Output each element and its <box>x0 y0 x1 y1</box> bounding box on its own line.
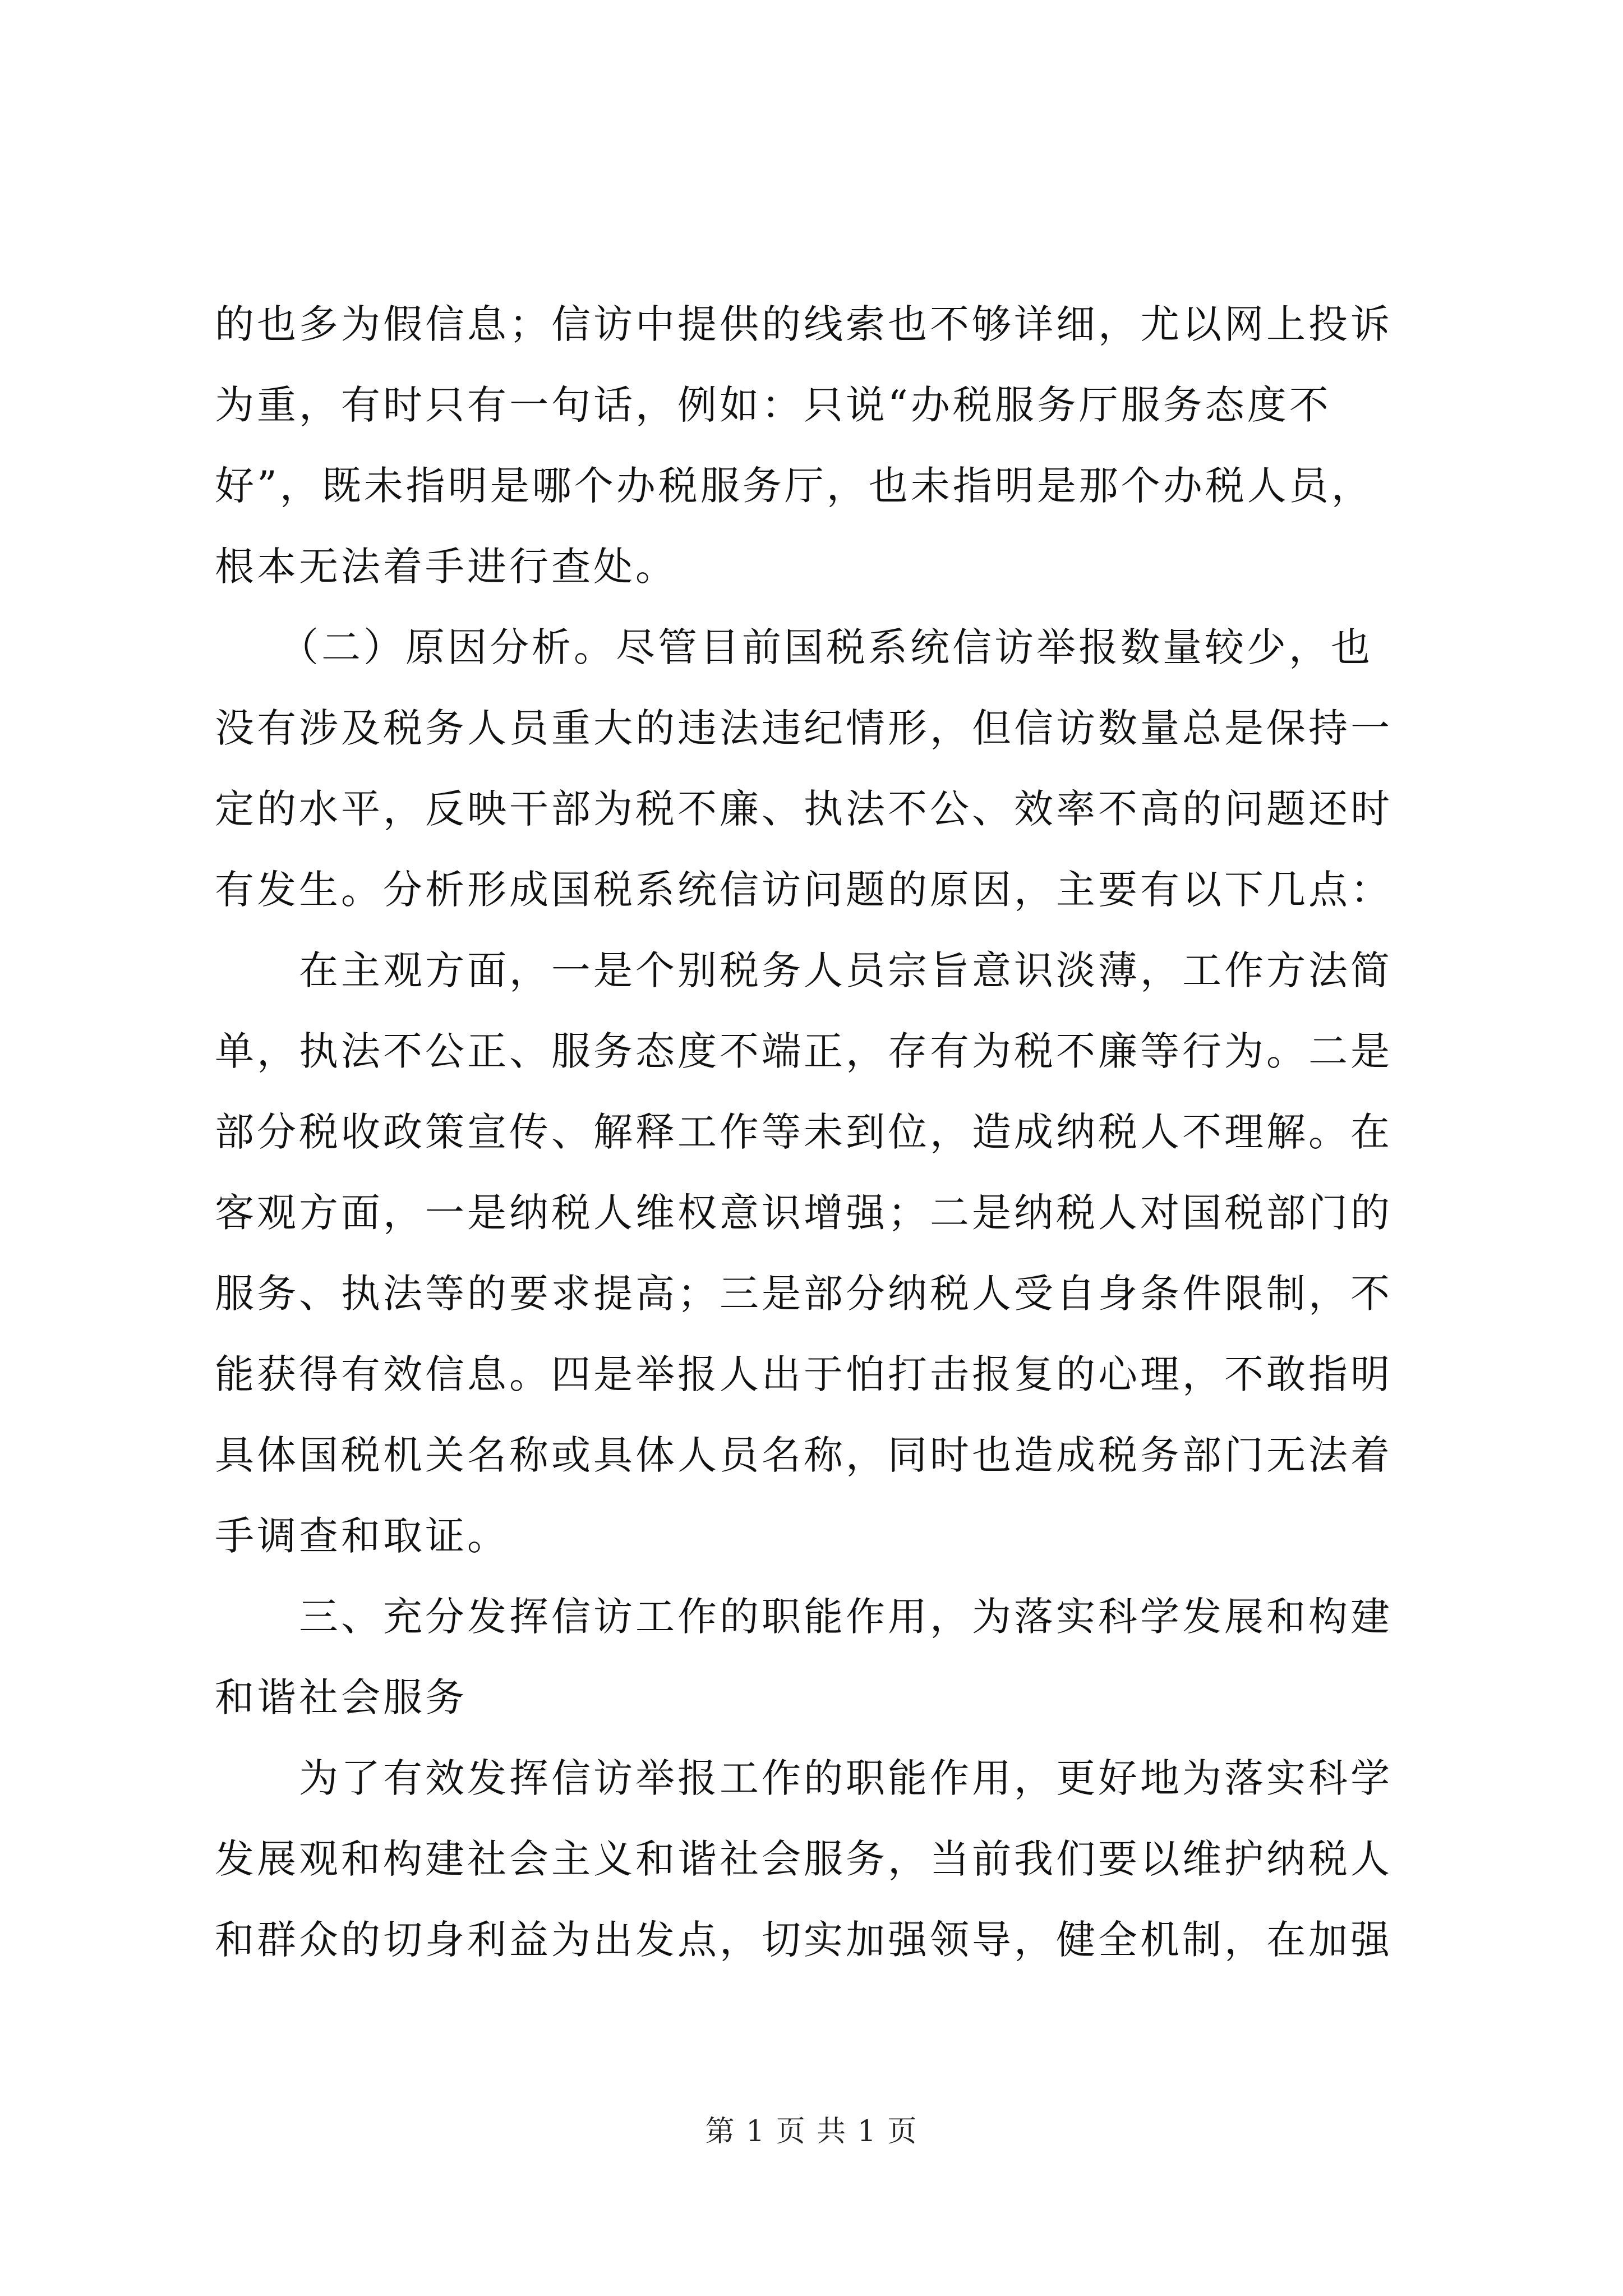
text-line: 定的水平，反映干部为税不廉、执法不公、效率不高的问题还时 <box>215 786 1393 832</box>
text-line: 能获得有效信息。四是举报人出于怕打击报复的心理，不敢指明 <box>215 1351 1393 1397</box>
page-number-footer: 第 1 页 共 1 页 <box>705 2115 918 2148</box>
text-line: 好”，既未指明是哪个办税服务厅，也未指明是那个办税人员， <box>215 463 1373 509</box>
text-line: 部分税收政策宣传、解释工作等未到位，造成纳税人不理解。在 <box>215 1109 1393 1155</box>
document-body <box>215 284 1426 1980</box>
text-line: 单，执法不公正、服务态度不端正，存有为税不廉等行为。二是 <box>215 1028 1393 1074</box>
text-line: 手调查和取证。 <box>215 1513 509 1559</box>
text-line: 根本无法着手进行查处。 <box>215 544 677 590</box>
text-line: 为了有效发挥信访举报工作的职能作用，更好地为落实科学 <box>215 1755 1393 1801</box>
text-line: 有发生。分析形成国税系统信访问题的原因，主要有以下几点： <box>215 867 1393 913</box>
text-line: 客观方面，一是纳税人维权意识增强；二是纳税人对国税部门的 <box>215 1190 1393 1236</box>
text-line: 的也多为假信息；信访中提供的线索也不够详细，尤以网上投诉 <box>215 301 1393 347</box>
text-line: 在主观方面，一是个别税务人员宗旨意识淡薄，工作方法简 <box>215 947 1393 993</box>
text-line: 没有涉及税务人员重大的违法违纪情形，但信访数量总是保持一 <box>215 705 1393 751</box>
text-line: 为重，有时只有一句话，例如：只说“办税服务厅服务态度不 <box>215 382 1331 428</box>
text-line: 服务、执法等的要求提高；三是部分纳税人受自身条件限制，不 <box>215 1271 1393 1317</box>
text-line: 和谐社会服务 <box>215 1674 467 1720</box>
text-line: 发展观和构建社会主义和谐社会服务，当前我们要以维护纳税人 <box>215 1836 1393 1882</box>
text-line: 和群众的切身利益为出发点，切实加强领导，健全机制，在加强 <box>215 1917 1393 1963</box>
text-line: 三、充分发挥信访工作的职能作用，为落实科学发展和构建 <box>215 1594 1393 1640</box>
text-line: （二）原因分析。尽管目前国税系统信访举报数量较少，也 <box>215 624 1373 670</box>
text-line: 具体国税机关名称或具体人员名称，同时也造成税务部门无法着 <box>215 1432 1393 1478</box>
